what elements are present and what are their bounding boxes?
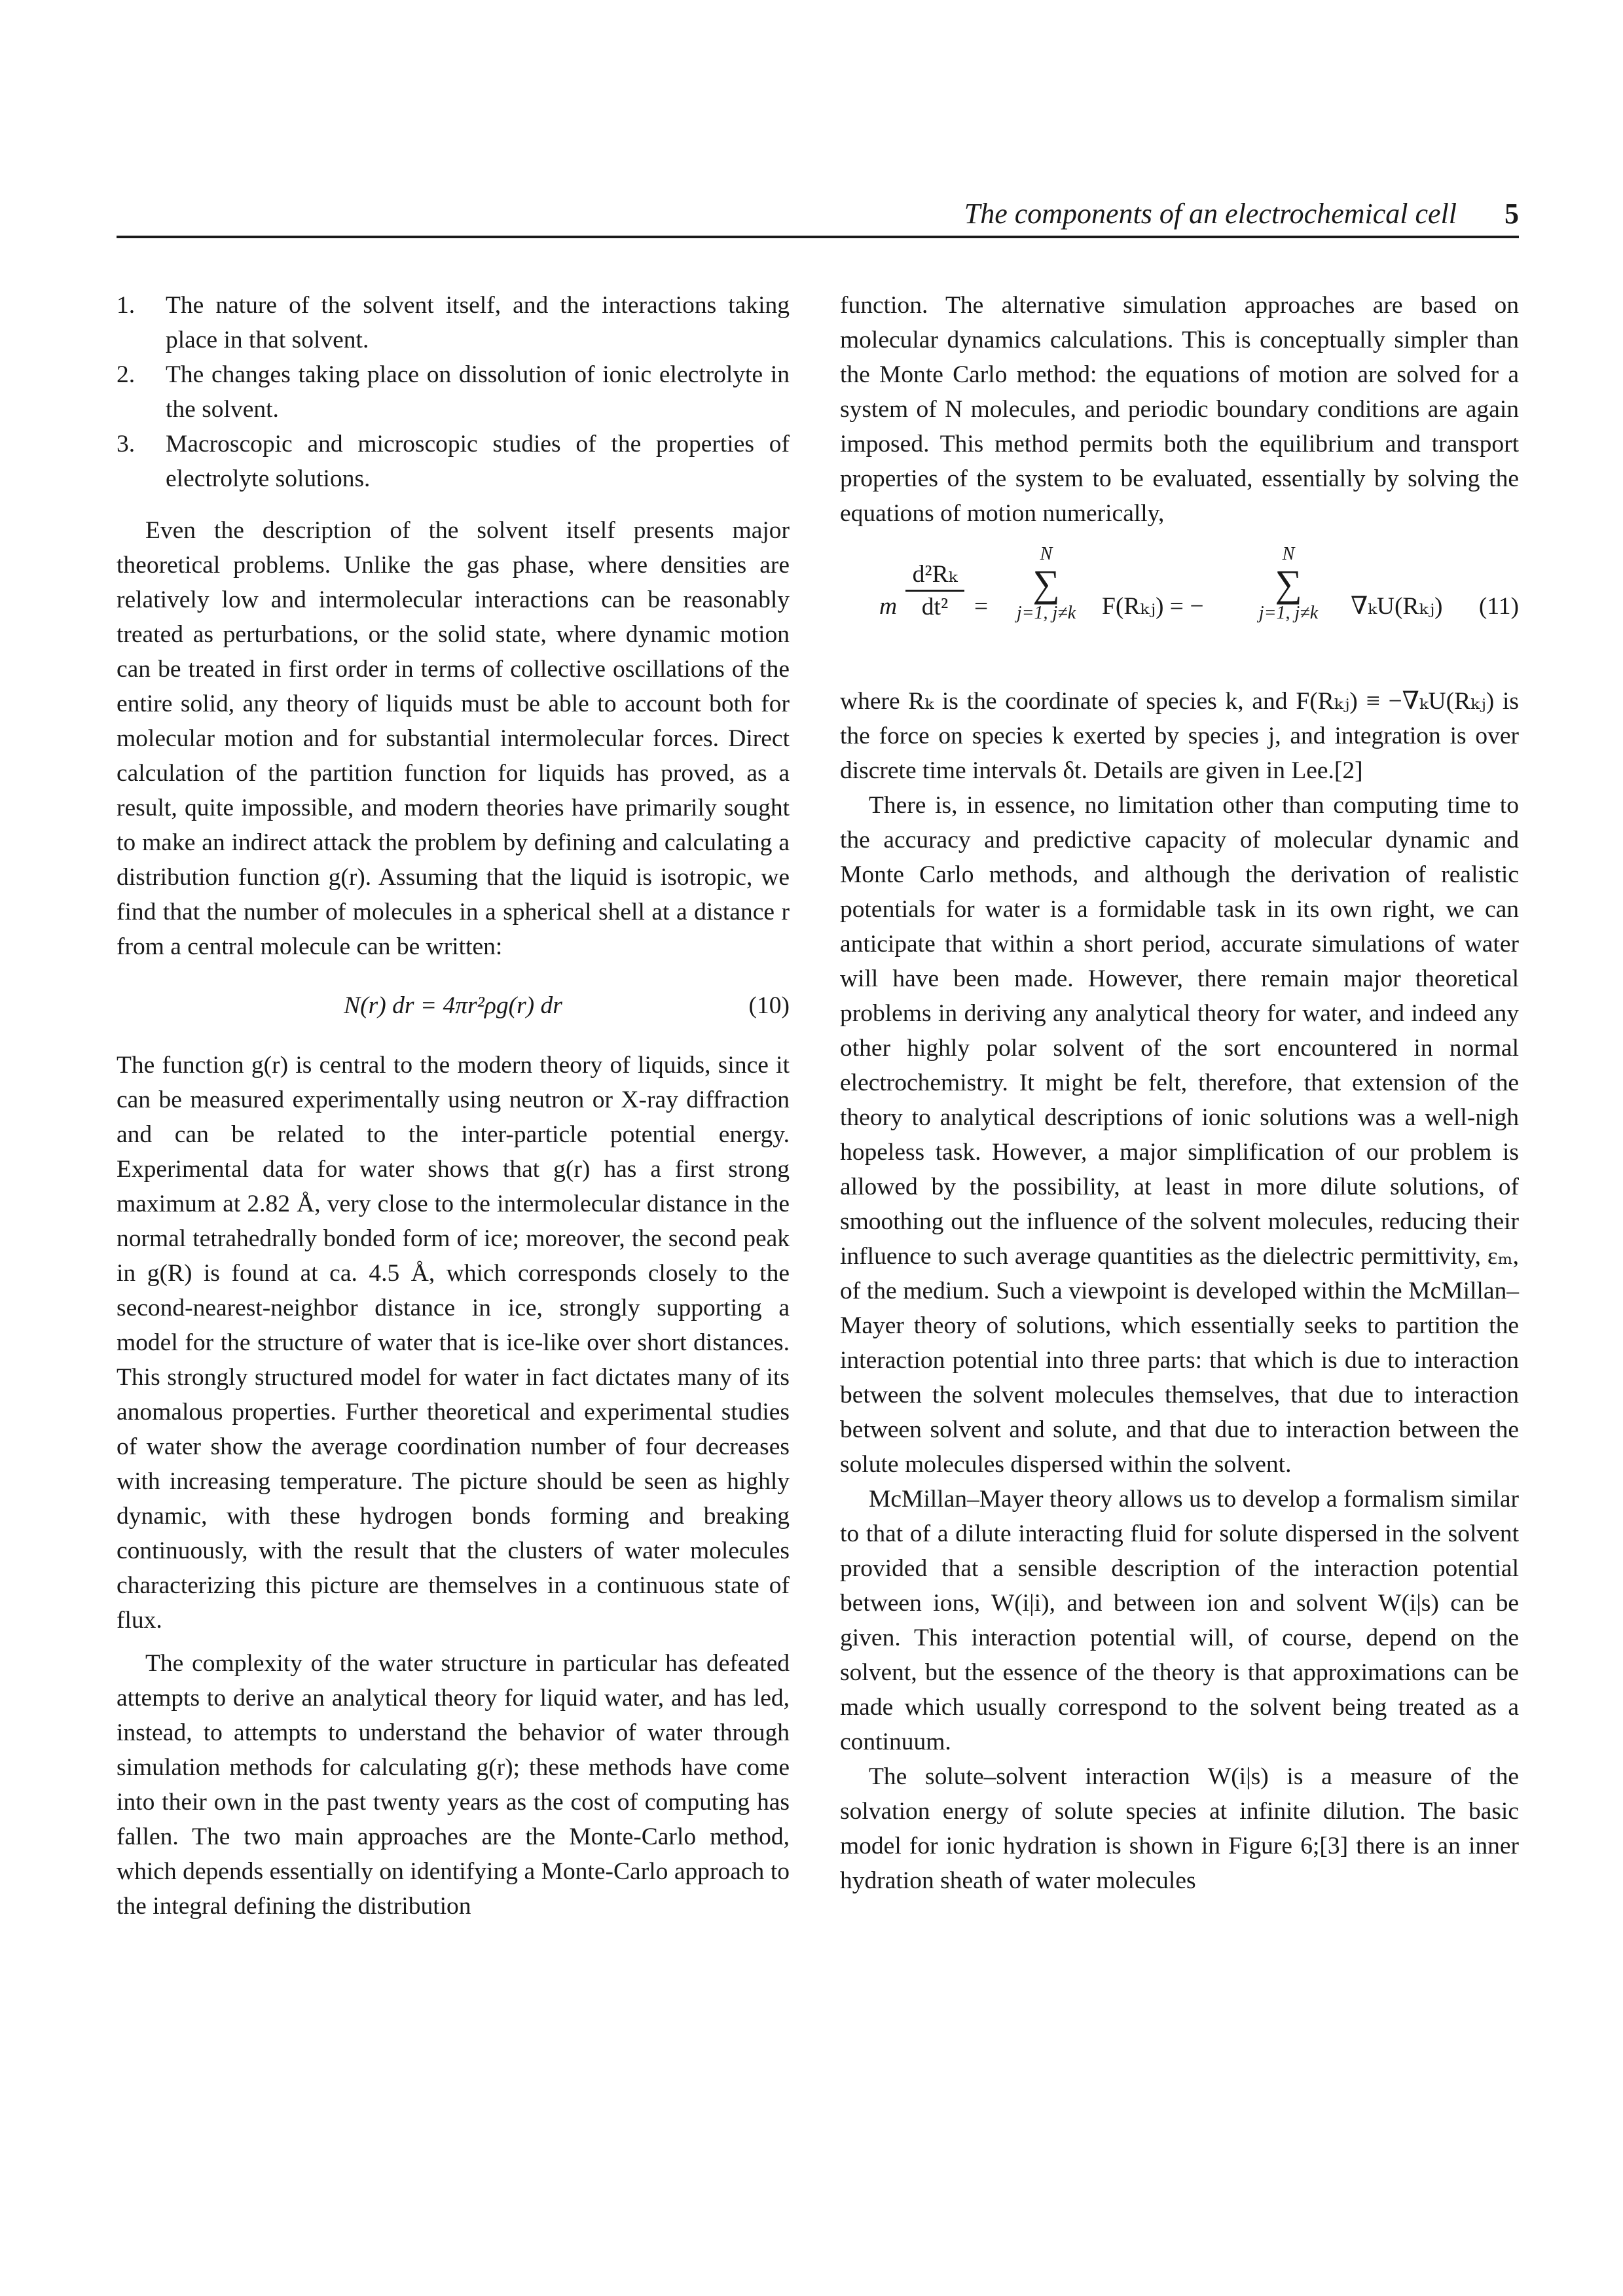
list-text: Macroscopic and microscopic studies of the properties of electrolyte solutions. bbox=[166, 431, 790, 492]
page-number: 5 bbox=[1504, 198, 1519, 230]
list-item bbox=[117, 357, 790, 427]
equation-number: (11) bbox=[1478, 593, 1519, 620]
running-title: The components of an electrochemical cell bbox=[964, 198, 1457, 230]
eq-term-gradient: ∇ₖU(Rₖⱼ) bbox=[1351, 593, 1443, 620]
paragraph: The solute–solvent interaction W(i|s) is a measure of the solvation energy of solute species at infinite dilution. The basic model for ionic hydration is shown in Figure 6;[3] there is an inner hydration sheath of water molecules bbox=[840, 1763, 1519, 1894]
list-number: 3. bbox=[117, 431, 136, 457]
list-text: The changes taking place on dissolution of ionic electrolyte in the solvent. bbox=[166, 361, 790, 423]
eq-sum-upper: N bbox=[1040, 544, 1053, 564]
list-number: 1. bbox=[117, 292, 136, 319]
paragraph: The function g(r) is central to the modern theory of liquids, since it can be measured experimentally using neutron or X-ray diffraction and can be related to the inter-particle potential energy. Experimental data for water shows that g(r) has a first strong maximum at 2.82 Å, very close to the intermolecular distance in the normal tetrahedrally bonded form of ice; moreover, the second peak in g(R) is found at ca. 4.5 Å, which corresponds closely to the second-nearest-neighbor distance in ice, strongly supporting a model for the structure of water that is ice-like over short distances. This strongly structured model for water in fact dictates many of its anomalous properties. Further theoretical and experimental studies of water show the average coordination number of four decreases with increasing temperature. The picture should be seen as highly dynamic, with these hydrogen bonds forming and breaking continuously, with the result that the clusters of water molecules characterizing this picture are themselves in a continuous state of flux. bbox=[117, 1052, 790, 1634]
sigma-symbol: ∑ bbox=[1032, 562, 1060, 605]
eq-sum-1 bbox=[997, 544, 1095, 624]
paragraph: McMillan–Mayer theory allows us to develop a formalism similar to that of a dilute interacting fluid for solute dispersed in the solvent provided that a sensible description of the interaction potential between ions, W(i|i), and between ion and solvent W(i|s) can be given. This interaction potential will, of course, depend on the solvent, but the essence of the theory is that approximations can be made which usually correspond to the solvent being treated as a continuum. bbox=[840, 1486, 1519, 1755]
eq-equals: = bbox=[974, 593, 989, 620]
eq-sum-lower: j=1, j≠k bbox=[1258, 603, 1319, 623]
right-column bbox=[840, 288, 1519, 1898]
equation-number: (10) bbox=[748, 992, 790, 1019]
numbered-list bbox=[117, 288, 790, 496]
paragraph: The complexity of the water structure in particular has defeated attempts to derive an analytical theory for liquid water, and has led, instead, to attempts to understand the behavior of water through simulation methods for calculating g(r); these methods have come into their own in the past twenty years as the cost of computing has fallen. The two main approaches are the Monte-Carlo method, which depends essentially on identifying a Monte-Carlo approach to the integral defining the distribution bbox=[117, 1650, 790, 1920]
paragraph: Even the description of the solvent itself presents major theoretical problems. Unlike the gas phase, where densities are relatively low and intermolecular interactions can be reasonably treated as perturbations, or the solid state, where dynamic motion can be treated in first order in terms of collective oscillations of the entire solid, any theory of liquids must be able to account both for molecular motion and for substantial intermolecular forces. Direct calculation of the partition function for liquids has proved, as a result, quite impossible, and modern theories have primarily sought to make an indirect attack the problem by defining and calculating a distribution function g(r). Assuming that the liquid is isotropic, we find that the number of molecules in a spherical shell at a distance r from a central molecule can be written: bbox=[117, 517, 790, 960]
list-text: The nature of the solvent itself, and the interactions taking place in that solvent. bbox=[166, 292, 790, 353]
paragraph: where Rₖ is the coordinate of species k, and F(Rₖⱼ) ≡ −∇ₖU(Rₖⱼ) is the force on species k exerted by species j, and integration is over discrete time intervals δt. Details are given in Lee.[2] bbox=[840, 688, 1519, 784]
eq-sum-2 bbox=[1239, 544, 1338, 624]
list-item bbox=[117, 288, 790, 357]
paragraph: function. The alternative simulation approaches are based on molecular dynamics calculations. This is conceptually simpler than the Monte Carlo method: the equations of motion are solved for a system of N molecules, and periodic boundary conditions are again imposed. This method permits both the equilibrium and transport properties of the system to be evaluated, essentially by solving the equations of motion numerically, bbox=[840, 292, 1519, 527]
paragraph: There is, in essence, no limitation other than computing time to the accuracy and predictive capacity of molecular dynamic and Monte Carlo methods, and although the derivation of realistic potentials for water is a formidable task in its own right, we can anticipate that within a short period, accurate simulations of water will have been made. However, there remain major theoretical problems in deriving any analytical theory for water, and indeed any other highly polar solvent of the sort encountered in normal electrochemistry. It might be felt, therefore, that extension of the theory to analytical descriptions of ionic solutions was a well-nigh hopeless task. However, a major simplification of our problem is allowed by the possibility, at least in more dilute solutions, of smoothing out the influence of the solvent molecules, reducing their influence to such average quantities as the dielectric permittivity, εₘ, of the medium. Such a viewpoint is developed within the McMillan–Mayer theory of solutions, which essentially seeks to partition the interaction potential into three parts: that which is due to interaction between the solvent molecules themselves, that due to interaction between solvent and solute, and that due to interaction between the solute molecules dispersed within the solvent. bbox=[840, 792, 1519, 1478]
eq-fraction bbox=[905, 560, 964, 623]
equation-10 bbox=[117, 981, 790, 1031]
left-column bbox=[117, 288, 790, 1924]
equation-11 bbox=[840, 544, 1519, 671]
equation-expression: N(r) dr = 4πr²ρg(r) dr bbox=[344, 992, 562, 1019]
eq-sum-upper: N bbox=[1282, 544, 1295, 564]
eq-frac-denominator: dt² bbox=[921, 594, 949, 620]
header-rule bbox=[117, 236, 1519, 238]
eq-frac-numerator: d²Rₖ bbox=[912, 561, 958, 588]
list-item bbox=[117, 427, 790, 496]
eq-term-force: F(Rₖⱼ) = − bbox=[1102, 593, 1204, 620]
sigma-symbol: ∑ bbox=[1275, 562, 1302, 605]
eq-mass: m bbox=[879, 593, 898, 620]
list-number: 2. bbox=[117, 361, 136, 388]
running-header bbox=[117, 195, 1519, 233]
eq-sum-lower: j=1, j≠k bbox=[1016, 603, 1076, 623]
